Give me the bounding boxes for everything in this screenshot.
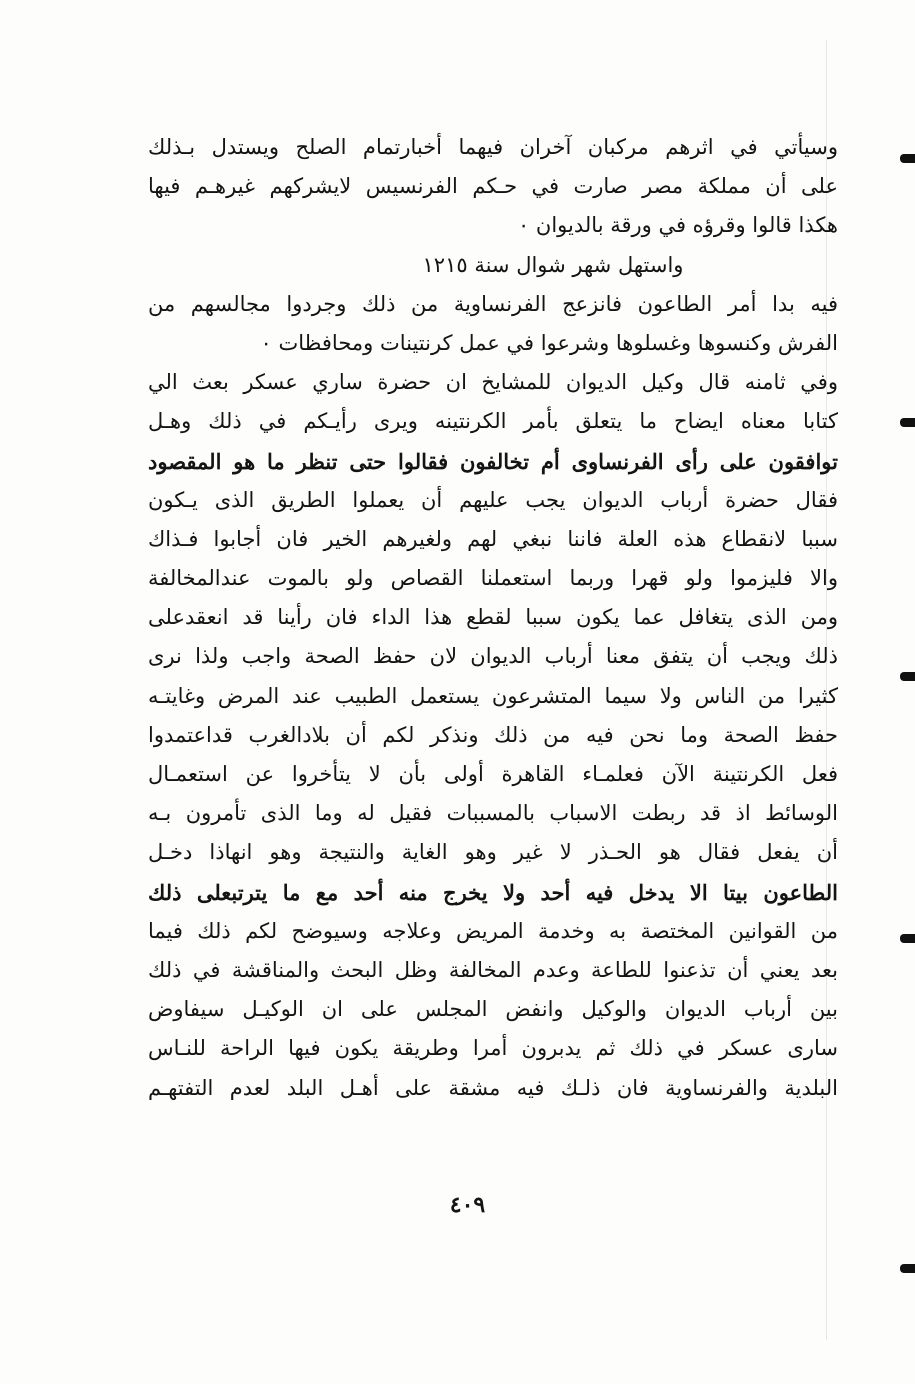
section-heading: واستهل شهر شوال سنة ١٢١٥ (422, 252, 684, 277)
text-line: سارى عسكر في ذلك ثم يدبرون أمرا وطريقة يكون فيها الراحة للنـاس (148, 1036, 838, 1061)
text-line: الطاعون بيتا الا يدخل فيه أحد ولا يخرج منه أحد مع ما يترتبعلى ذلك (148, 879, 838, 905)
text-line: بعد يعني أن تذعنوا للطاعة وعدم المخالفة وظل البحث والمناقشة في ذلك (148, 957, 838, 982)
text-line: والا فليزموا ولو قهرا وربما استعملنا القصاص ولو بالموت عندالمخالفة (148, 566, 838, 591)
text-line: الوسائط اذ قد ربطت الاسباب بالمسببات فقيل له وما الذى تأمرون بـه (148, 801, 838, 826)
margin-tab-mark (900, 672, 915, 681)
margin-tab-mark (900, 418, 915, 427)
text-line: الفرش وكنسوها وغسلوها وشرعوا في عمل كرنتينات ومحافظات ٠ (260, 330, 838, 355)
text-line: ومن الذى يتغافل عما يكون سببا لقطع هذا الداء فان رأينا قد انعقدعلى (148, 605, 838, 630)
text-line: توافقون على رأى الفرنساوى أم تخالفون فقالوا حتى تنظر ما هو المقصود (148, 448, 838, 474)
text-line: هكذا قالوا وقرؤه في ورقة بالديوان ٠ (517, 213, 838, 238)
text-line: فعل الكرنتينة الآن فعلمـاء القاهرة أولى بأن لا يتأخروا عن استعمـال (148, 762, 838, 786)
text-line: من القوانين المختصة به وخدمة المريض وعلاجه وسيوضح لكم ذلك فيما (148, 918, 838, 943)
text-line: بين أرباب الديوان والوكيل وانفض المجلس على ان الوكيـل سيفاوض (148, 997, 838, 1022)
text-line: وسيأتي في اثرهم مركبان آخران فيهما أخبارتمام الصلح ويستدل بـذلك (148, 135, 838, 159)
page-number: ٤٠٩ (449, 1192, 486, 1218)
margin-tab-mark (900, 154, 915, 163)
margin-tab-mark (900, 1264, 915, 1273)
text-line: كتابا معناه ايضاح ما يتعلق بأمر الكرنتينه ويرى رأيـكم في ذلك وهـل (148, 409, 838, 434)
margin-tab-mark (900, 934, 915, 943)
body-text (148, 128, 838, 1108)
text-line: على أن مملكة مصر صارت في حـكم الفرنسيس لايشركهم غيرهـم فيها (148, 174, 838, 199)
text-line: ذلك ويجب أن يتفق معنا أرباب الديوان لان حفظ الصحة واجب ولذا نرى (148, 644, 838, 669)
text-line: البلدية والفرنساوية فان ذلـك فيه مشقة على أهـل البلد لعدم التفتهـم (148, 1075, 838, 1100)
text-line: وفي ثامنه قال وكيل الديوان للمشايخ ان حضرة ساري عسكر بعث الي (148, 370, 838, 395)
text-line: فقال حضرة أرباب الديوان يجب عليهم أن يعملوا الطريق الذى يـكون (148, 487, 838, 512)
text-line: أن يفعل فقال هو الحـذر لا غير وهو الغاية والنتيجة وهو انهاذا دخـل (148, 840, 838, 865)
text-line: فيه بدا أمر الطاعون فانزعج الفرنساوية من ذلك وجردوا مجالسهم من (148, 291, 838, 316)
text-line: سببا لانقطاع هذه العلة فاننا نبغي لهم ولغيرهم الخير فان أجابوا فـذاك (148, 526, 838, 551)
text-line: كثيرا من الناس ولا سيما المتشرعون يستعمل الطبيب عند المرض وغايتـه (148, 683, 838, 708)
text-line: حفظ الصحة وما نحن فيه من ذلك ونذكر لكم أن بلادالغرب قداعتمدوا (148, 722, 838, 747)
